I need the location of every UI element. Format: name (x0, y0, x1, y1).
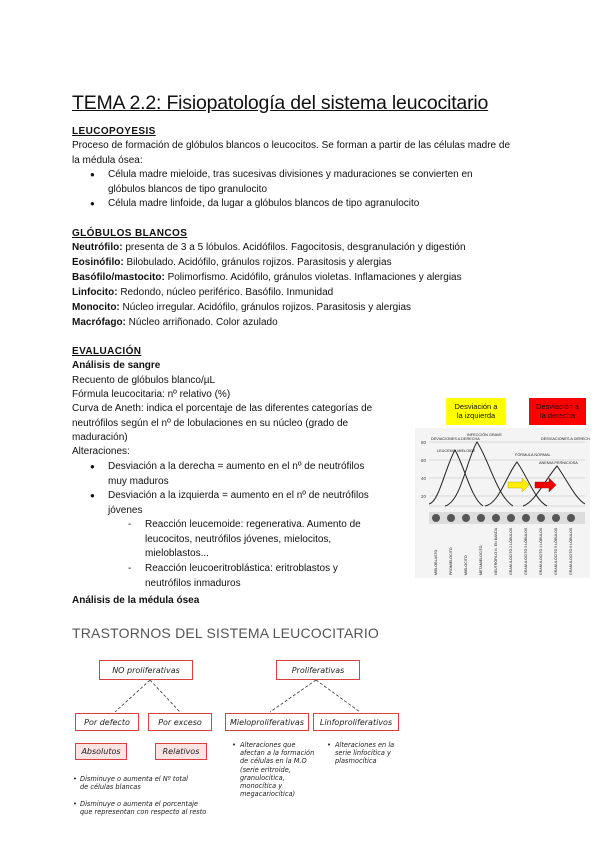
arneth-curve-figure (415, 428, 590, 578)
label-izq-text: Desviación a la izquierda (454, 402, 498, 420)
curve-label: ANEMIA PERNICIOSA (539, 461, 578, 465)
box-no-proliferativas: NO proliferativas (99, 660, 193, 680)
note-text: Disminuye o aumenta el porcentaje que representan con respecto al resto (80, 800, 207, 817)
note-text: Alteraciones que afectan a la formación de células en la M.O (serie eritroide, granulocítica, monocítica y megacariocítica) (240, 741, 315, 799)
box-proliferativas: Proliferativas (276, 660, 360, 680)
arrow-red (535, 478, 556, 492)
definition: presenta de 3 a 5 lóbulos. Acidófilos. Fagocitosis, desgranulación y digestión (122, 242, 466, 253)
y-ticks (421, 440, 427, 499)
cell-icon (462, 514, 470, 522)
curve-label: INFECCIÓN GRAVE (467, 433, 502, 437)
note-bullet: • (73, 800, 77, 808)
curve-label: DEVIACIONES A DERECHA (431, 437, 480, 441)
connector (115, 680, 150, 712)
definition: Bilobulado. Acidófilo, gránulos rojizos. Parasitosis y alergias (123, 257, 392, 268)
alteraciones-label: Alteraciones: (72, 446, 130, 457)
note-bullet: • (73, 775, 77, 783)
definition: Polimorfismo. Acidófilo, gránulos violetas. Inflamaciones y alergias (164, 272, 462, 283)
curve-label: FÓRMULA NORMAL (515, 453, 551, 457)
sub-list-item (128, 518, 377, 562)
subheading-medula: Análisis de la médula ósea (72, 595, 200, 606)
cell-icon (552, 514, 560, 522)
label-der-text: Desviación a la derecha (536, 402, 579, 420)
section-heading-globulos: GLÓBULOS BLANCOS (72, 228, 188, 239)
cell-label: GRANULOCITO 2 LÓBULOS (509, 527, 513, 575)
note-linfoproliferativos (327, 741, 395, 766)
definition: Redondo, núcleo periférico. Basófilo. Inmunidad (117, 287, 334, 298)
cell-row (429, 512, 585, 524)
note-bullet: • (232, 741, 236, 749)
sub-list-item (128, 562, 377, 591)
list-item: ● Célula madre mieloide, tras sucesivas divisiones y maduraciones se convierten en glóbulos blancos de tipo granulocito (72, 168, 512, 197)
cell-icon (432, 514, 440, 522)
arneth-curve-svg (415, 428, 590, 578)
cell-label: MIELOBLASTO (434, 549, 438, 575)
section-heading-trastornos: TRASTORNOS DEL SISTEMA LEUCOCITARIO (72, 625, 380, 641)
note-bullet: • (327, 741, 331, 749)
term: Basófilo/mastocito: (72, 272, 165, 283)
note-absolutos (73, 775, 190, 792)
y-tick: 20 (421, 494, 427, 499)
cell-icon (567, 514, 575, 522)
list-item: ● Desviación a la izquierda = aumento en el nº de neutrófilos jóvenes (72, 489, 384, 518)
box-linfoproliferativos: Linfoproliferativos (313, 713, 399, 731)
term: Monocito: (72, 302, 120, 313)
cell-label: PROMIELOCITO (449, 547, 453, 575)
leucopoyesis-intro: Proceso de formación de glóbulos blancos o leucocitos. Se forman a partir de las células madre de la médula ósea: (72, 140, 511, 166)
cell-icon (522, 514, 530, 522)
cell-label: METAMIELOCITO (479, 545, 483, 575)
label-desviacion-derecha (529, 398, 586, 425)
cell-icon (507, 514, 515, 522)
connector (150, 680, 180, 712)
cell-icon (537, 514, 545, 522)
list-item (72, 287, 333, 298)
list-item (72, 242, 466, 253)
term: Eosinófilo: (72, 257, 124, 268)
box-relativos: Relativos (155, 743, 207, 760)
sub-bullet-text: Reacción leucoeritroblástica: eritroblastos y neutrófilos inmaduros (145, 563, 338, 589)
term: Linfocito: (72, 287, 118, 298)
cell-icon (492, 514, 500, 522)
cell-label: MIELOCITO (464, 555, 468, 575)
term: Macrófago: (72, 317, 126, 328)
cell-label-group (434, 527, 573, 575)
box-mieloproliferativas: Mieloproliferativas (225, 713, 309, 731)
curve-label: DESVIACIONES A DERECHA (541, 437, 590, 441)
arrow-yellow (508, 478, 529, 492)
note-text: Disminuye o aumenta el Nº total de células blancas (80, 775, 188, 792)
note-mieloproliferativas (232, 741, 320, 799)
term: Neutrófilo: (72, 242, 123, 253)
list-item: ● Desviación a la derecha = aumento en el nº de neutrófilos muy maduros (72, 460, 384, 489)
cell-icon (477, 514, 485, 522)
note-relativos (73, 800, 210, 817)
y-tick: 40 (421, 476, 427, 481)
definition: Núcleo irregular. Acidófilo, gránulos rojizos. Parasitosis y alergias (119, 302, 412, 313)
list-item: ● Célula madre linfoide, da lugar a glóbulos blancos de tipo agranulocito (72, 197, 512, 212)
cell-label: GRANULOCITO 5 LÓBULOS (554, 527, 558, 575)
section-heading-evaluacion: EVALUACIÓN (72, 346, 142, 357)
connector (270, 680, 316, 712)
label-desviacion-izquierda (446, 398, 506, 425)
cell-label: GRANULOCITO 3 LÓBULOS (524, 527, 528, 575)
curve-label: LEUCEMIA MIELOIDE (437, 449, 476, 453)
sub-bullet-text: Reacción leucemoide: regenerativa. Aumento de leucocitos, neutrófilos jóvenes, mielocitos, mieloblastos... (145, 519, 361, 560)
cell-label: GRANULOCITO 6 LÓBULOS (569, 527, 573, 575)
page-title: TEMA 2.2: Fisiopatología del sistema leucocitario (72, 92, 489, 114)
subheading-analisis-sangre: Análisis de sangre (72, 360, 161, 371)
y-tick: 80 (421, 440, 427, 445)
y-tick: 60 (421, 458, 427, 463)
curva-text: Curva de Aneth: indica el porcentaje de las diferentes categorías de neutrófilos según el nº de lobulaciones en su núcleo (grado de maduración) (72, 403, 373, 444)
connector (316, 680, 360, 712)
section-heading-leucopoyesis: LEUCOPOYESIS (72, 126, 156, 137)
leucopoyesis-block (72, 139, 512, 212)
box-por-defecto: Por defecto (75, 713, 139, 731)
dash-bullet: - (128, 563, 132, 574)
list-item (72, 317, 278, 328)
cell-label: GRANULOCITO 4 LÓBULOS (539, 527, 543, 575)
alteraciones-list (72, 460, 384, 518)
note-text: Alteraciones en la serie linfocítica y plasmocítica (335, 741, 395, 766)
list-item (72, 302, 411, 313)
cell-label: NEUTRÓFILO N. EN BANDA (494, 527, 498, 575)
list-item (72, 257, 392, 268)
dash-bullet: - (128, 519, 132, 530)
box-por-exceso: Por exceso (148, 713, 212, 731)
formula-text: Fórmula leucocitaria: nº relativo (%) (72, 389, 231, 400)
list-item (72, 272, 462, 283)
box-absolutos: Absolutos (75, 743, 127, 760)
recuento-text: Recuento de glóbulos blanco/µL (72, 375, 216, 386)
cell-icon (447, 514, 455, 522)
definition: Núcleo arriñonado. Color azulado (125, 317, 278, 328)
